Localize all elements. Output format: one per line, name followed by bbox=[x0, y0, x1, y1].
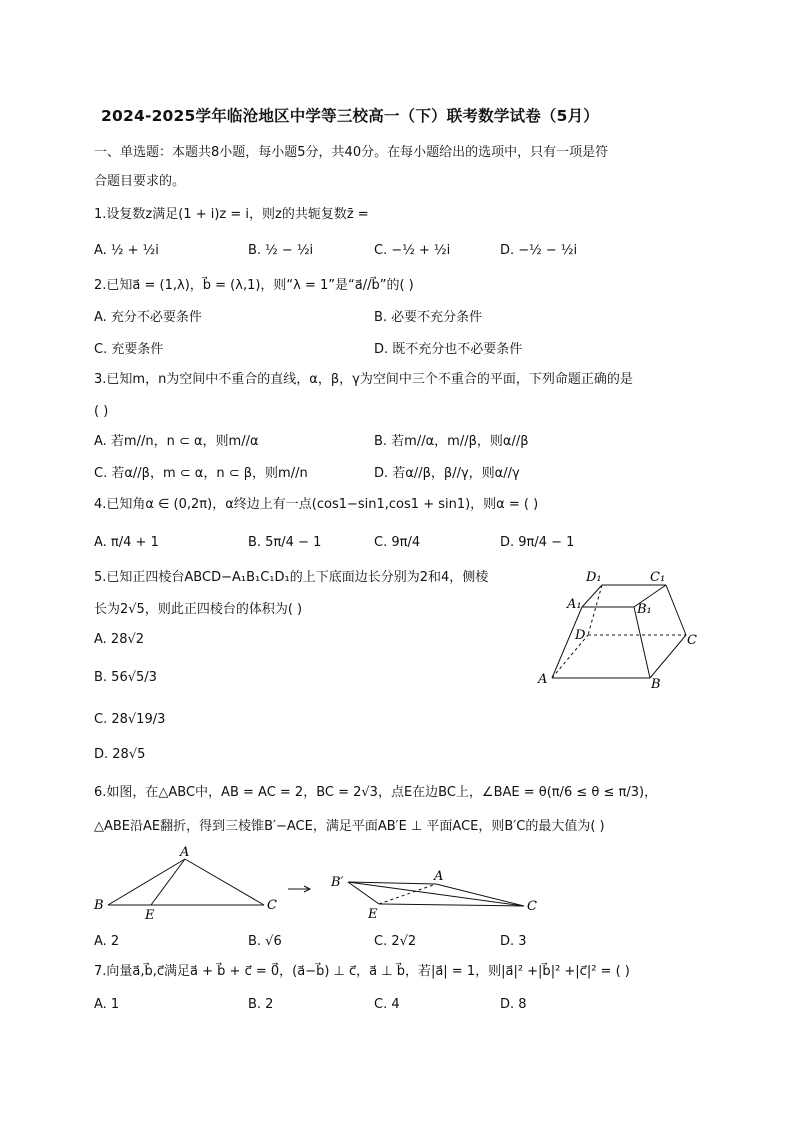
q7-option-c: C. 4 bbox=[374, 997, 400, 1012]
q1-stem: 1.设复数z满足(1 + i)z = i，则z的共轭复数z̄ = bbox=[94, 207, 369, 222]
q7-option-b: B. 2 bbox=[248, 997, 274, 1012]
q2-option-b: B. 必要不充分条件 bbox=[374, 310, 483, 325]
left-label-a: A bbox=[180, 845, 190, 860]
right-label-e: E bbox=[368, 907, 378, 922]
q4-option-d: D. 9π/4 − 1 bbox=[500, 535, 575, 550]
q3-option-b: B. 若m//α，m//β，则α//β bbox=[374, 434, 529, 449]
q6-stem-line2: △ABE沿AE翻折，得到三棱锥B′−ACE，满足平面AB′E ⊥ 平面ACE，则B′C的最大值为( ) bbox=[94, 819, 605, 834]
right-label-c: C bbox=[527, 899, 537, 914]
q6-option-d: D. 3 bbox=[500, 934, 527, 949]
q4-option-a: A. π/4 + 1 bbox=[94, 535, 159, 550]
q6-option-c: C. 2√2 bbox=[374, 934, 417, 949]
q1-option-c: C. −½ + ½i bbox=[374, 243, 451, 258]
section-header-line2: 合题目要求的。 bbox=[94, 174, 186, 189]
frustum-figure bbox=[530, 565, 710, 695]
left-label-b: B bbox=[94, 898, 104, 913]
label-d: D bbox=[575, 628, 586, 643]
q4-option-c: C. 9π/4 bbox=[374, 535, 421, 550]
q3-option-d: D. 若α//β，β//γ，则α//γ bbox=[374, 466, 520, 481]
q3-stem-line2: ( ) bbox=[94, 404, 109, 419]
q4-option-b: B. 5π/4 − 1 bbox=[248, 535, 322, 550]
q4-stem: 4.已知角α ∈ (0,2π)，α终边上有一点(cos1−sin1,cos1 + sin1)，则α = ( ) bbox=[94, 497, 539, 512]
section-header-line1: 一、单选题：本题共8小题，每小题5分，共40分。在每小题给出的选项中，只有一项是符 bbox=[94, 145, 609, 160]
left-label-c: C bbox=[267, 898, 277, 913]
q3-option-a: A. 若m//n，n ⊂ α，则m//α bbox=[94, 434, 259, 449]
left-label-e: E bbox=[145, 908, 155, 922]
q2-stem: 2.已知a⃗ = (1,λ)，b⃗ = (λ,1)，则“λ = 1”是“a⃗//b⃗”的( ) bbox=[94, 278, 414, 293]
q7-stem: 7.向量a⃗,b⃗,c⃗满足a⃗ + b⃗ + c⃗ = 0⃗，(a⃗−b⃗) ⊥ c⃗，a⃗ ⊥ b⃗，若|a⃗| = 1，则|a⃗|² +|b⃗|² +|c⃗|² = ( ) bbox=[94, 964, 630, 979]
label-d1: D₁ bbox=[586, 570, 602, 585]
q2-option-a: A. 充分不必要条件 bbox=[94, 310, 202, 325]
right-label-bprime: B′ bbox=[331, 875, 344, 890]
q5-option-c: C. 28√19/3 bbox=[94, 712, 166, 727]
q1-option-a: A. ½ + ½i bbox=[94, 243, 159, 258]
q6-option-b: B. √6 bbox=[248, 934, 282, 949]
q5-option-a: A. 28√2 bbox=[94, 632, 145, 647]
q5-option-b: B. 56√5/3 bbox=[94, 670, 157, 685]
triangle-fold-figure bbox=[88, 842, 548, 922]
label-b1: B₁ bbox=[637, 602, 652, 617]
q6-option-a: A. 2 bbox=[94, 934, 120, 949]
q3-stem-line1: 3.已知m，n为空间中不重合的直线，α，β，γ为空间中三个不重合的平面，下列命题正确的是 bbox=[94, 372, 633, 387]
label-b: B bbox=[651, 677, 661, 692]
q1-option-d: D. −½ − ½i bbox=[500, 243, 578, 258]
label-c: C bbox=[687, 633, 697, 648]
label-a1: A₁ bbox=[567, 597, 582, 612]
q6-stem-line1: 6.如图，在△ABC中，AB = AC = 2，BC = 2√3，点E在边BC上，∠BAE = θ(π/6 ≤ θ ≤ π/3)， bbox=[94, 785, 658, 800]
exam-title: 2024-2025学年临沧地区中学等三校高一（下）联考数学试卷（5月） bbox=[101, 107, 599, 125]
q2-option-c: C. 充要条件 bbox=[94, 342, 164, 357]
q7-option-d: D. 8 bbox=[500, 997, 527, 1012]
q5-option-d: D. 28√5 bbox=[94, 747, 146, 762]
q2-option-d: D. 既不充分也不必要条件 bbox=[374, 342, 523, 357]
q3-option-c: C. 若α//β，m ⊂ α，n ⊂ β，则m//n bbox=[94, 466, 308, 481]
label-a: A bbox=[538, 672, 548, 687]
q5-stem-line1: 5.已知正四棱台ABCD−A₁B₁C₁D₁的上下底面边长分别为2和4，侧棱 bbox=[94, 570, 489, 585]
right-label-a: A bbox=[434, 869, 444, 884]
q1-option-b: B. ½ − ½i bbox=[248, 243, 314, 258]
q5-stem-line2: 长为2√5，则此正四棱台的体积为( ) bbox=[94, 602, 303, 617]
q7-option-a: A. 1 bbox=[94, 997, 120, 1012]
label-c1: C₁ bbox=[650, 570, 666, 585]
